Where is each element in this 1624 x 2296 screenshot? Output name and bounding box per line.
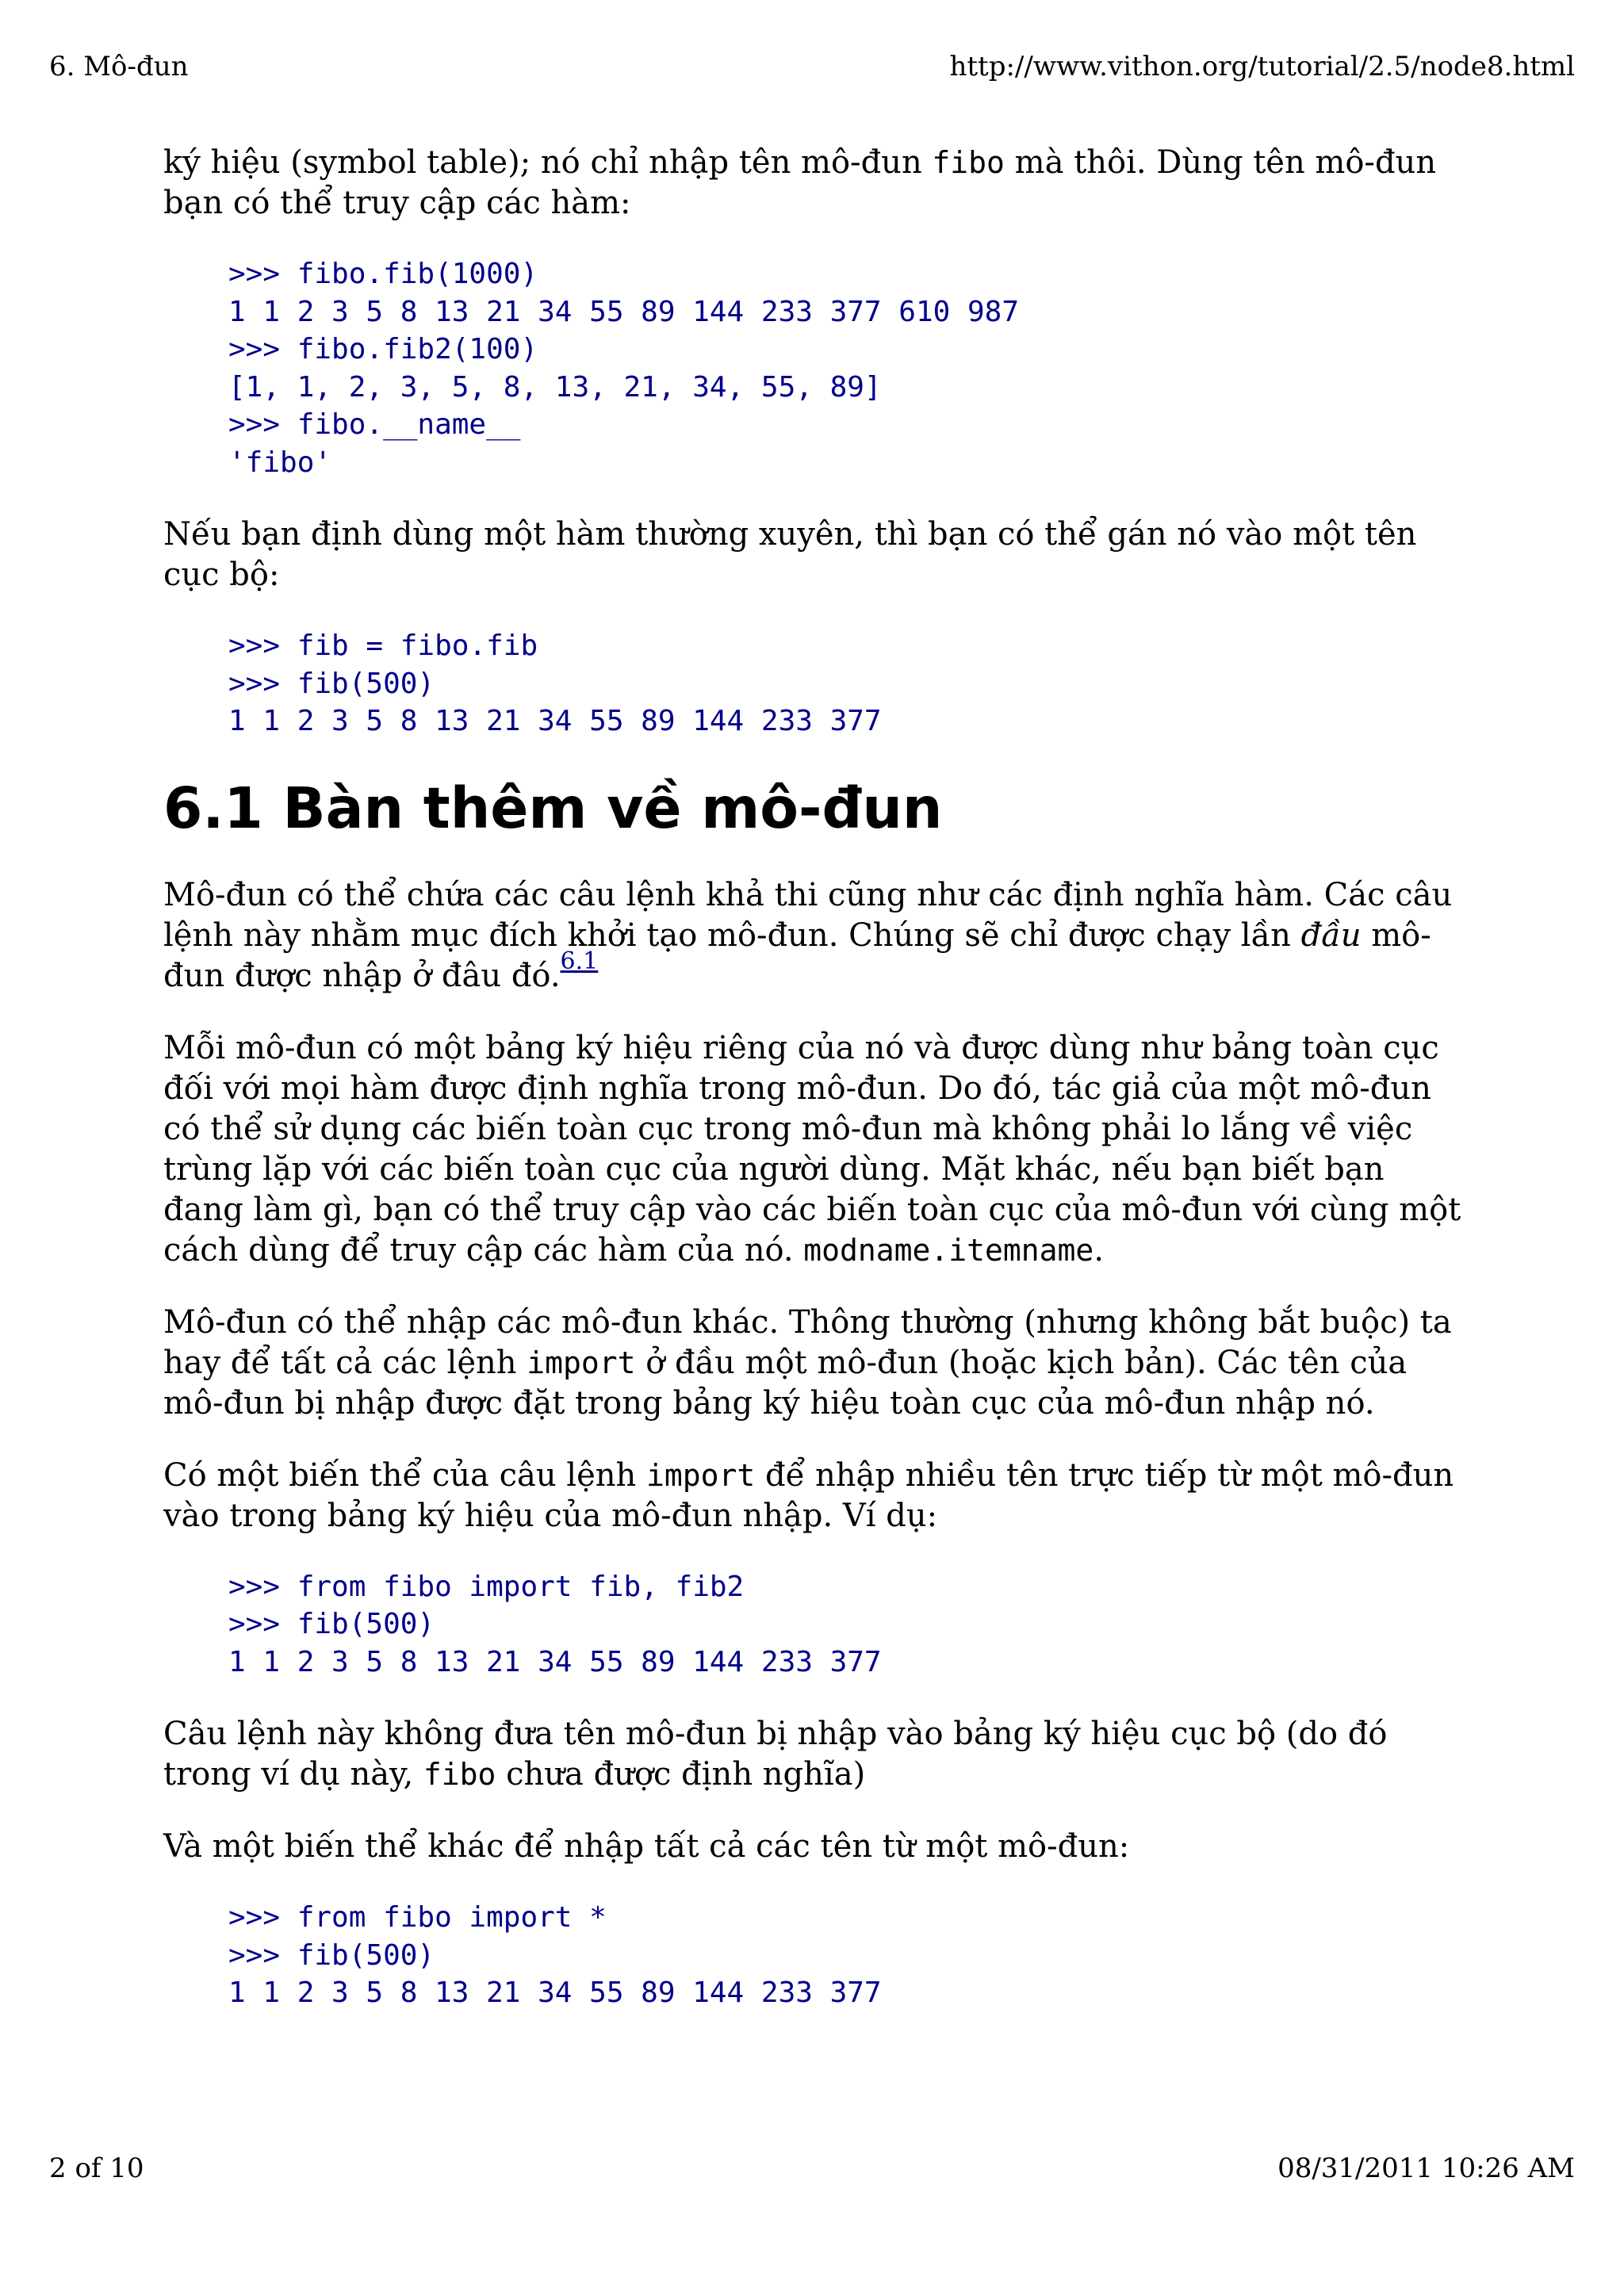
footnote-marker: [561, 947, 599, 975]
para2-text-1: Mỗi mô-đun có một bảng ký hiệu riêng của nó và được dùng như bảng toàn cục đối với mọi hàm được định nghĩa trong mô-đun. Do đó, tác giả của một mô-đun có thể sử dụng các biến toàn cục trong mô-đun mà không phải lo lắng về việc trùng lặp với các biến toàn cục của người dùng. Mặt khác, nếu bạn biết bạn đang làm gì, bạn có thể truy cập vào các biến toàn cục của mô-đun với cùng một cách dùng để truy cập các hàm của nó.: [163, 1029, 1461, 1269]
import-variant-paragraph: [163, 1456, 1472, 1536]
local-table-paragraph: [163, 1714, 1472, 1795]
para3-text-1: Mô-đun có thể nhập các mô-đun khác. Thông thường (nhưng không bắt buộc) ta hay để tất cả các lệnh: [163, 1303, 1452, 1381]
intro-paragraph: [163, 143, 1472, 224]
import-modules-paragraph: [163, 1303, 1472, 1424]
para1-text-1: Mô-đun có thể chứa các câu lệnh khả thi cũng như các định nghĩa hàm. Các câu lệnh này nhằm mục đích khởi tạo mô-đun. Chúng sẽ chỉ được chạy lần: [163, 876, 1453, 954]
code-block-import-star: >>> from fibo import * >>> fib(500) 1 1 2 3 5 8 13 21 34 55 89 144 233 377: [228, 1901, 882, 2009]
para3-text-2: ở đầu một mô-đun (hoặc kịch bản). Các tên của mô-đun bị nhập được đặt trong bảng ký hiệu toàn cục của mô-đun nhập nó.: [163, 1344, 1408, 1422]
print-datetime: 08/31/2011 10:26 AM: [1277, 2152, 1575, 2184]
header-title: 6. Mô-đun: [49, 51, 189, 82]
para4-text-1: Có một biến thể của câu lệnh: [163, 1456, 647, 1494]
intro-text-2: mà thôi. Dùng tên mô-đun bạn có thể truy cập các hàm:: [163, 144, 1437, 221]
import-all-paragraph: Và một biến thể khác để nhập tất cả các tên từ một mô-đun:: [163, 1828, 1130, 1865]
emphasis-first: đầu: [1300, 916, 1362, 954]
section-title: 6.1 Bàn thêm về mô-đun: [163, 775, 943, 841]
code-block-local-fib: >>> fib = fibo.fib >>> fib(500) 1 1 2 3 5 8 13 21 34 55 89 144 233 377: [228, 629, 882, 737]
inline-code-fibo: fibo: [932, 145, 1005, 180]
page-number: 2 of 10: [49, 2152, 144, 2184]
para1-text-2: mô-đun được nhập ở đâu đó.: [163, 916, 1431, 994]
symbol-table-paragraph: [163, 1028, 1472, 1271]
document-body: [163, 143, 1472, 2045]
para5-text-1: Câu lệnh này không đưa tên mô-đun bị nhập vào bảng ký hiệu cục bộ (do đó trong ví dụ này,: [163, 1716, 1388, 1793]
para4-text-2: để nhập nhiều tên trực tiếp từ một mô-đun vào trong bảng ký hiệu của mô-đun nhập. Ví dụ:: [163, 1456, 1454, 1534]
module-statements-paragraph: [163, 875, 1472, 997]
code-block-fib-examples: >>> fibo.fib(1000) 1 1 2 3 5 8 13 21 34 55 89 144 233 377 610 987 >>> fibo.fib2(100) [1, 1, 2, 3, 5, 8, 13, 21, 34, 55, 89] >>> fibo.__name__ 'fibo': [228, 258, 1019, 479]
para2-text-2: .: [1094, 1231, 1105, 1269]
inline-code-import-2: import: [646, 1457, 756, 1493]
intro-text-1: ký hiệu (symbol table); nó chỉ nhập tên mô-đun: [163, 144, 933, 181]
inline-code-fibo-2: fibo: [423, 1757, 496, 1792]
footnote-link[interactable]: 6.1: [560, 947, 599, 975]
code-block-from-import: >>> from fibo import fib, fib2 >>> fib(500) 1 1 2 3 5 8 13 21 34 55 89 144 233 377: [228, 1570, 882, 1678]
para5-text-2: chưa được định nghĩa): [496, 1756, 866, 1793]
inline-code-import: import: [527, 1345, 636, 1380]
header-url: http://www.vithon.org/tutorial/2.5/node8.html: [949, 51, 1575, 82]
inline-code-modname: modname.itemname: [803, 1232, 1094, 1268]
local-name-paragraph: Nếu bạn định dùng một hàm thường xuyên, thì bạn có thể gán nó vào một tên cục bộ:: [163, 516, 1417, 593]
